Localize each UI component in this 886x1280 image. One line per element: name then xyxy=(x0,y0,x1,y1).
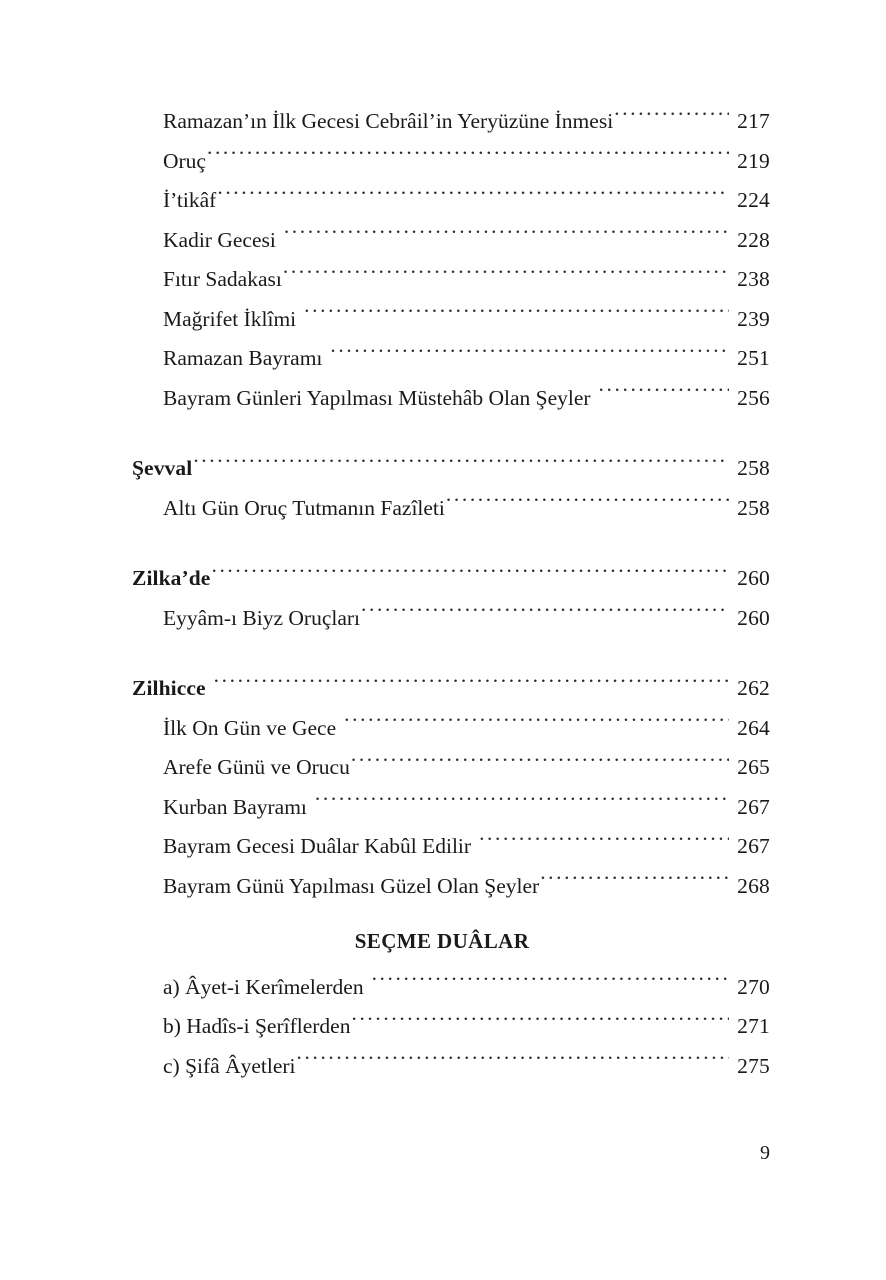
section-spacer xyxy=(132,528,770,559)
dot-leader xyxy=(315,792,729,814)
toc-entry-row[interactable] xyxy=(132,1007,770,1047)
toc-entry-title: a) Âyet-i Kerîmelerden xyxy=(163,974,364,999)
toc-entry-page-number: 271 xyxy=(737,1014,770,1038)
toc-entry-row[interactable] xyxy=(132,489,770,529)
toc-entry-page-number: 219 xyxy=(737,148,770,173)
dot-leader xyxy=(372,972,729,994)
toc-entry-title: Bayram Günleri Yapılması Müstehâb Olan Şeyler xyxy=(163,385,591,410)
toc-entry-page-number: 258 xyxy=(737,456,770,480)
toc-entry-page-number: 262 xyxy=(737,676,770,700)
dot-leader xyxy=(614,107,729,129)
dot-leader xyxy=(207,146,729,168)
toc-entry-row[interactable] xyxy=(132,379,770,419)
toc-entry-page-number: 256 xyxy=(737,385,770,410)
dot-leader xyxy=(351,1012,729,1034)
toc-entry-title: Şevval xyxy=(132,456,193,480)
toc-entry-page-number: 228 xyxy=(737,227,770,252)
dot-leader xyxy=(214,674,729,696)
toc-entry-row[interactable] xyxy=(132,300,770,340)
toc-entry-page-number: 270 xyxy=(737,974,770,999)
toc-entry-row[interactable] xyxy=(132,599,770,639)
toc-entry-row[interactable] xyxy=(132,788,770,828)
dot-leader xyxy=(297,1051,729,1073)
dot-leader xyxy=(330,344,729,366)
toc-entry-page-number: 260 xyxy=(737,566,770,590)
toc-entry-row[interactable] xyxy=(132,968,770,1008)
dot-leader xyxy=(217,186,729,208)
toc-entry-title: Zilhicce xyxy=(132,676,206,700)
dot-leader xyxy=(284,225,729,247)
toc-entry-title: İ’tikâf xyxy=(163,188,217,212)
toc-entry-row[interactable] xyxy=(132,260,770,300)
toc-entry-title: İlk On Gün ve Gece xyxy=(163,715,337,740)
toc-entry-title: Zilka’de xyxy=(132,566,211,590)
dot-leader xyxy=(479,832,729,854)
toc-entry-title: c) Şifâ Âyetleri xyxy=(163,1053,296,1078)
toc-entry-page-number: 264 xyxy=(737,715,770,740)
dot-leader xyxy=(283,265,729,287)
toc-entry-page-number: 267 xyxy=(737,794,770,819)
toc-entry-title: Bayram Günü Yapılması Güzel Olan Şeyler xyxy=(163,873,540,898)
toc-entry-page-number: 260 xyxy=(737,605,770,630)
toc-entry-page-number: 217 xyxy=(737,109,770,133)
toc-entry-page-number: 251 xyxy=(737,346,770,370)
toc-entry-title: Oruç xyxy=(163,148,206,173)
toc-section-row[interactable] xyxy=(132,669,770,709)
section-spacer xyxy=(132,418,770,449)
toc-entry-title: Bayram Gecesi Duâlar Kabûl Edilir xyxy=(163,834,472,858)
dot-leader xyxy=(344,713,729,735)
dot-leader xyxy=(361,603,729,625)
toc-entry-row[interactable] xyxy=(132,339,770,379)
toc-entry-page-number: 239 xyxy=(737,306,770,331)
toc-entry-row[interactable] xyxy=(132,827,770,867)
toc-entry-page-number: 238 xyxy=(737,267,770,291)
dot-leader xyxy=(193,454,729,476)
toc-entry-title: Fıtır Sadakası xyxy=(163,267,282,291)
table-of-contents xyxy=(132,102,770,1086)
dot-leader xyxy=(351,753,729,775)
section-spacer xyxy=(132,638,770,669)
dot-leader xyxy=(211,564,729,586)
page-number: 9 xyxy=(760,1142,770,1164)
toc-entry-title: Kadir Gecesi xyxy=(163,227,276,252)
dot-leader xyxy=(599,383,729,405)
toc-entry-page-number: 267 xyxy=(737,834,770,858)
toc-entry-row[interactable] xyxy=(132,102,770,142)
toc-entry-page-number: 224 xyxy=(737,188,770,212)
toc-entry-title: Eyyâm-ı Biyz Oruçları xyxy=(163,605,361,630)
toc-group-heading: SEÇME DUÂLAR xyxy=(354,929,530,953)
toc-entry-title: Kurban Bayramı xyxy=(163,794,307,819)
toc-entry-page-number: 275 xyxy=(737,1053,770,1078)
toc-entry-title: Ramazan’ın İlk Gecesi Cebrâil’in Yeryüzüne İnmesi xyxy=(163,109,614,133)
toc-entry-row[interactable] xyxy=(132,181,770,221)
toc-entry-title: Mağrifet İklîmi xyxy=(163,306,297,331)
dot-leader xyxy=(304,304,729,326)
toc-entry-row[interactable] xyxy=(132,748,770,788)
toc-entry-row[interactable] xyxy=(132,709,770,749)
toc-entry-row[interactable] xyxy=(132,1047,770,1087)
toc-entry-page-number: 268 xyxy=(737,873,770,898)
toc-entry-row[interactable] xyxy=(132,221,770,261)
toc-entry-title: b) Hadîs-i Şerîflerden xyxy=(163,1014,351,1038)
toc-entry-row[interactable] xyxy=(132,142,770,182)
dot-leader xyxy=(540,871,729,893)
dot-leader xyxy=(446,493,729,515)
toc-section-row[interactable] xyxy=(132,559,770,599)
toc-section-row[interactable] xyxy=(132,449,770,489)
toc-entry-title: Arefe Günü ve Orucu xyxy=(163,755,350,779)
toc-entry-row[interactable] xyxy=(132,867,770,907)
toc-entry-title: Ramazan Bayramı xyxy=(163,346,323,370)
toc-entry-page-number: 258 xyxy=(737,495,770,520)
toc-entry-page-number: 265 xyxy=(737,755,770,779)
toc-entry-title: Altı Gün Oruç Tutmanın Fazîleti xyxy=(163,495,445,520)
